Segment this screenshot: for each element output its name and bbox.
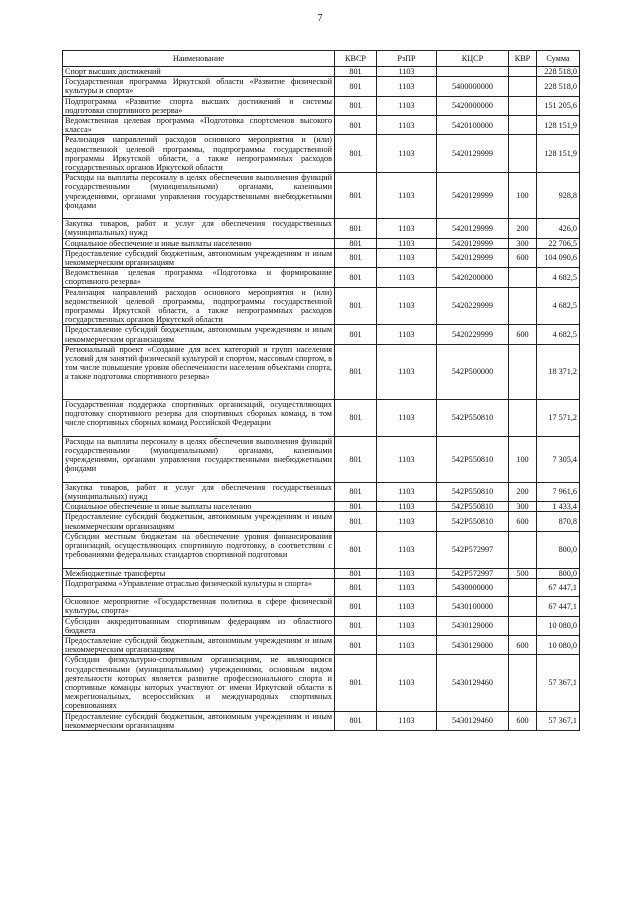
row-sum: 57 367,1: [537, 655, 580, 711]
row-kcsr: 542P550810: [437, 512, 509, 531]
row-rzpr: 1103: [377, 67, 437, 77]
table-row: [63, 238, 580, 248]
row-kcsr: [437, 67, 509, 77]
row-rzpr: 1103: [377, 116, 437, 135]
row-sum: 67 447,1: [537, 579, 580, 597]
table-row: [63, 711, 580, 730]
row-rzpr: 1103: [377, 635, 437, 654]
row-name: Субсидии физкультурно-спортивным организациям, не являющимся государственными (муниципальными) учреждениями, основным видом деятельности которых является развитие профессионального спорта и спортивные команды которых участвуют от имени Иркутской области в межрегиональных, всероссийских и международных спортивных соревнованиях: [63, 655, 335, 711]
row-name: Расходы на выплаты персоналу в целях обеспечения выполнения функций государственными (муниципальными) органами, казенными учреждениями, органами управления государственными внебюджетными фондами: [63, 436, 335, 482]
header-name: Наименование: [63, 51, 335, 67]
row-rzpr: 1103: [377, 616, 437, 635]
row-kcsr: 5420229999: [437, 325, 509, 344]
row-sum: 228 518,0: [537, 67, 580, 77]
row-kvsr: 801: [335, 655, 377, 711]
table-row: [63, 116, 580, 135]
row-kvr: 600: [509, 325, 537, 344]
table-row: [63, 96, 580, 115]
row-kcsr: 542P550810: [437, 502, 509, 512]
row-name: Реализация направлений расходов основного мероприятия и (или) ведомственной целевой программы, подпрограммы государственной программы Иркутской области, а также непрограммных расходов государственных органов Иркутской области: [63, 287, 335, 325]
row-kvsr: 801: [335, 512, 377, 531]
row-sum: 128 151,9: [537, 135, 580, 173]
row-kvr: 600: [509, 248, 537, 267]
row-name: Субсидии местным бюджетам на обеспечение уровня финансирования организаций, осуществляющих спортивную подготовку, в соответствии с требованиями федеральных стандартов спортивной подготовки: [63, 531, 335, 568]
row-kvsr: 801: [335, 399, 377, 436]
row-kvsr: 801: [335, 568, 377, 578]
row-sum: 10 080,0: [537, 635, 580, 654]
table-row: [63, 436, 580, 482]
row-rzpr: 1103: [377, 502, 437, 512]
row-sum: 7 305,4: [537, 436, 580, 482]
row-kvsr: 801: [335, 482, 377, 501]
row-kvr: [509, 579, 537, 597]
table-row: [63, 248, 580, 267]
table-row: [63, 399, 580, 436]
row-sum: 67 447,1: [537, 597, 580, 616]
row-rzpr: 1103: [377, 597, 437, 616]
row-kvr: 100: [509, 173, 537, 219]
row-sum: 17 571,2: [537, 399, 580, 436]
row-kvsr: 801: [335, 287, 377, 325]
row-rzpr: 1103: [377, 77, 437, 96]
row-kcsr: 5420000000: [437, 96, 509, 115]
row-sum: 151 205,6: [537, 96, 580, 115]
row-kvsr: 801: [335, 268, 377, 287]
row-name: Государственная программа Иркутской области «Развитие физической культуры и спорта»: [63, 77, 335, 96]
row-kvr: [509, 77, 537, 96]
row-name: Расходы на выплаты персоналу в целях обеспечения выполнения функций государственными (муниципальными) органами, казенными учреждениями, органами управления государственными внебюджетными фондами: [63, 173, 335, 219]
row-kcsr: 5430129000: [437, 635, 509, 654]
row-kcsr: 542P550810: [437, 399, 509, 436]
table-row: [63, 135, 580, 173]
row-name: Субсидии аккредитованным спортивным федерациям из областного бюджета: [63, 616, 335, 635]
row-name: Государственная поддержка спортивных организаций, осуществляющих подготовку спортивного резерва для спортивных сборных команд, в том числе спортивных сборных команд Российской Федерации: [63, 399, 335, 436]
row-name: Предоставление субсидий бюджетным, автономным учреждениям и иным некоммерческим организациям: [63, 325, 335, 344]
row-name: Закупка товаров, работ и услуг для обеспечения государственных (муниципальных) нужд: [63, 219, 335, 238]
row-kvsr: 801: [335, 77, 377, 96]
row-sum: 928,8: [537, 173, 580, 219]
row-kcsr: 5430129460: [437, 711, 509, 730]
row-sum: 4 682,5: [537, 325, 580, 344]
table-row: [63, 268, 580, 287]
row-kvr: 300: [509, 238, 537, 248]
row-kvr: [509, 399, 537, 436]
row-kvsr: 801: [335, 531, 377, 568]
row-rzpr: 1103: [377, 287, 437, 325]
row-kcsr: 5430129000: [437, 616, 509, 635]
table-row: [63, 655, 580, 711]
table-row: [63, 67, 580, 77]
header-rzpr: РзПР: [377, 51, 437, 67]
row-kvr: 200: [509, 482, 537, 501]
table-row: [63, 219, 580, 238]
row-sum: 57 367,1: [537, 711, 580, 730]
row-rzpr: 1103: [377, 568, 437, 578]
row-kcsr: 5430100000: [437, 597, 509, 616]
row-kvsr: 801: [335, 248, 377, 267]
table-row: [63, 579, 580, 597]
row-rzpr: 1103: [377, 135, 437, 173]
row-name: Предоставление субсидий бюджетным, автономным учреждениям и иным некоммерческим организациям: [63, 248, 335, 267]
row-kvsr: 801: [335, 711, 377, 730]
row-kvr: [509, 116, 537, 135]
row-sum: 870,8: [537, 512, 580, 531]
row-name: Межбюджетные трансферты: [63, 568, 335, 578]
table-row: [63, 512, 580, 531]
row-rzpr: 1103: [377, 238, 437, 248]
row-name: Ведомственная целевая программа «Подготовка и формирование спортивного резерва»: [63, 268, 335, 287]
row-kvr: [509, 531, 537, 568]
row-rzpr: 1103: [377, 268, 437, 287]
row-sum: 104 090,6: [537, 248, 580, 267]
row-kvsr: 801: [335, 135, 377, 173]
row-rzpr: 1103: [377, 512, 437, 531]
row-kvsr: 801: [335, 597, 377, 616]
table-row: [63, 344, 580, 399]
row-sum: 800,0: [537, 531, 580, 568]
row-name: Региональный проект «Создание для всех категорий и групп населения условий для занятий физической культурой и спортом, массовым спортом, в том числе повышение уровня обеспеченности населения объектами спорта, а также подготовка спортивного резерва»: [63, 344, 335, 399]
row-kvsr: 801: [335, 616, 377, 635]
row-sum: 800,0: [537, 568, 580, 578]
row-kvr: 600: [509, 711, 537, 730]
row-kvr: 100: [509, 436, 537, 482]
row-rzpr: 1103: [377, 325, 437, 344]
row-kvsr: 801: [335, 325, 377, 344]
row-kcsr: 542P550810: [437, 482, 509, 501]
row-name: Спорт высших достижений: [63, 67, 335, 77]
row-kvsr: 801: [335, 344, 377, 399]
row-kvr: 200: [509, 219, 537, 238]
table-row: [63, 287, 580, 325]
row-kcsr: 5420200000: [437, 268, 509, 287]
row-kcsr: 5430000000: [437, 579, 509, 597]
row-kcsr: 5420129999: [437, 173, 509, 219]
row-name: Подпрограмма «Управление отраслью физической культуры и спорта»: [63, 579, 335, 597]
row-kvr: 300: [509, 502, 537, 512]
table-row: [63, 325, 580, 344]
row-name: Предоставление субсидий бюджетным, автономным учреждениям и иным некоммерческим организациям: [63, 635, 335, 654]
row-rzpr: 1103: [377, 219, 437, 238]
row-kcsr: 5420100000: [437, 116, 509, 135]
row-kcsr: 542P572997: [437, 531, 509, 568]
row-kvr: [509, 96, 537, 115]
row-sum: 228 518,0: [537, 77, 580, 96]
table-header-row: [63, 51, 580, 67]
row-rzpr: 1103: [377, 655, 437, 711]
row-rzpr: 1103: [377, 173, 437, 219]
row-kvsr: 801: [335, 635, 377, 654]
row-kvr: [509, 67, 537, 77]
row-kvsr: 801: [335, 436, 377, 482]
row-name: Подпрограмма «Развитие спорта высших достижений и системы подготовки спортивного резерва»: [63, 96, 335, 115]
row-rzpr: 1103: [377, 96, 437, 115]
row-sum: 22 706,5: [537, 238, 580, 248]
row-kvr: 500: [509, 568, 537, 578]
row-kvr: [509, 268, 537, 287]
row-kcsr: 5420129999: [437, 238, 509, 248]
row-rzpr: 1103: [377, 344, 437, 399]
row-kcsr: 5400000000: [437, 77, 509, 96]
row-name: Предоставление субсидий бюджетным, автономным учреждениям и иным некоммерческим организациям: [63, 512, 335, 531]
table-row: [63, 531, 580, 568]
row-kcsr: 542P572997: [437, 568, 509, 578]
row-kvr: [509, 655, 537, 711]
row-kvr: [509, 344, 537, 399]
row-rzpr: 1103: [377, 531, 437, 568]
header-kvsr: КВСР: [335, 51, 377, 67]
row-kvr: 600: [509, 635, 537, 654]
row-kcsr: 5430129460: [437, 655, 509, 711]
table-row: [63, 568, 580, 578]
budget-table: [62, 50, 580, 731]
row-sum: 1 433,4: [537, 502, 580, 512]
row-kvsr: 801: [335, 579, 377, 597]
row-sum: 426,0: [537, 219, 580, 238]
row-rzpr: 1103: [377, 436, 437, 482]
table-row: [63, 616, 580, 635]
row-kvsr: 801: [335, 116, 377, 135]
row-sum: 128 151,9: [537, 116, 580, 135]
row-sum: 10 080,0: [537, 616, 580, 635]
row-kvr: [509, 597, 537, 616]
row-kvr: [509, 135, 537, 173]
table-row: [63, 77, 580, 96]
row-sum: 7 961,6: [537, 482, 580, 501]
row-name: Социальное обеспечение и иные выплаты населению: [63, 238, 335, 248]
table-row: [63, 173, 580, 219]
header-kcsr: КЦСР: [437, 51, 509, 67]
row-name: Реализация направлений расходов основного мероприятия и (или) ведомственной целевой программы, подпрограммы государственной программы Иркутской области, а также непрограммных расходов государственных органов Иркутской области: [63, 135, 335, 173]
row-kcsr: 5420129999: [437, 219, 509, 238]
row-name: Ведомственная целевая программа «Подготовка спортсменов высокого класса»: [63, 116, 335, 135]
table-row: [63, 597, 580, 616]
row-name: Предоставление субсидий бюджетным, автономным учреждениям и иным некоммерческим организациям: [63, 711, 335, 730]
row-kvsr: 801: [335, 219, 377, 238]
row-rzpr: 1103: [377, 399, 437, 436]
row-sum: 4 682,5: [537, 287, 580, 325]
row-name: Социальное обеспечение и иные выплаты населению: [63, 502, 335, 512]
row-rzpr: 1103: [377, 248, 437, 267]
row-rzpr: 1103: [377, 711, 437, 730]
row-kvsr: 801: [335, 173, 377, 219]
table-row: [63, 482, 580, 501]
table-body: [63, 67, 580, 731]
row-sum: 18 371,2: [537, 344, 580, 399]
row-name: Закупка товаров, работ и услуг для обеспечения государственных (муниципальных) нужд: [63, 482, 335, 501]
row-kvr: [509, 287, 537, 325]
row-kvsr: 801: [335, 502, 377, 512]
row-kcsr: 542P550810: [437, 436, 509, 482]
row-kvsr: 801: [335, 67, 377, 77]
row-rzpr: 1103: [377, 579, 437, 597]
header-sum: Сумма: [537, 51, 580, 67]
row-rzpr: 1103: [377, 482, 437, 501]
row-kvr: 600: [509, 512, 537, 531]
row-kvr: [509, 616, 537, 635]
row-name: Основное мероприятие «Государственная политика в сфере физической культуры, спорта»: [63, 597, 335, 616]
row-kcsr: 542P500000: [437, 344, 509, 399]
row-sum: 4 682,5: [537, 268, 580, 287]
row-kcsr: 5420229999: [437, 287, 509, 325]
row-kvsr: 801: [335, 96, 377, 115]
table-row: [63, 502, 580, 512]
table-row: [63, 635, 580, 654]
header-kvr: КВР: [509, 51, 537, 67]
row-kcsr: 5420129999: [437, 248, 509, 267]
row-kcsr: 5420129999: [437, 135, 509, 173]
page-number: 7: [317, 13, 323, 24]
row-kvsr: 801: [335, 238, 377, 248]
